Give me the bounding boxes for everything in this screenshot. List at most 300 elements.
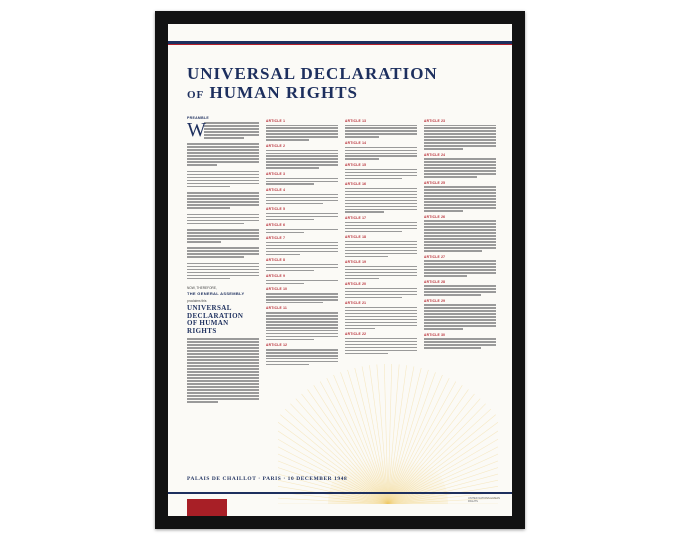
text-line — [266, 158, 338, 160]
text-line — [345, 147, 417, 149]
text-line — [345, 341, 417, 343]
text-line — [266, 361, 338, 363]
text-line — [424, 170, 496, 172]
footer-red-block — [187, 499, 227, 516]
text-line — [187, 229, 259, 231]
text-line — [266, 133, 338, 135]
article-body — [424, 186, 496, 211]
text-line — [266, 216, 338, 218]
text-line — [266, 254, 300, 256]
article-heading: ARTICLE 28 — [424, 279, 446, 284]
preamble-body — [187, 143, 259, 284]
text-line — [345, 130, 417, 132]
text-line — [187, 368, 259, 370]
text-line — [424, 266, 496, 268]
text-line — [266, 352, 338, 354]
text-line — [345, 247, 417, 249]
text-line — [266, 321, 338, 323]
text-line — [266, 280, 338, 282]
text-line — [424, 288, 496, 290]
text-line — [424, 269, 496, 271]
text-line — [345, 307, 417, 309]
article-body — [424, 338, 496, 349]
text-line — [345, 266, 417, 268]
article-body — [266, 264, 338, 272]
text-line — [187, 171, 259, 173]
text-line — [424, 244, 496, 246]
article-heading: ARTICLE 11 — [266, 306, 288, 311]
article-heading: ARTICLE 24 — [424, 152, 446, 157]
text-line — [187, 347, 259, 349]
text-line — [266, 339, 314, 341]
text-line — [266, 327, 338, 329]
text-line — [345, 241, 417, 243]
text-line — [345, 225, 417, 227]
text-line — [345, 153, 417, 155]
text-line — [424, 322, 496, 324]
text-line — [345, 175, 417, 177]
text-line — [424, 145, 496, 147]
text-line — [424, 173, 496, 175]
text-line — [266, 136, 338, 138]
text-line — [424, 161, 496, 163]
text-line — [424, 186, 496, 188]
text-line — [345, 256, 388, 258]
text-line — [187, 350, 259, 352]
text-line — [266, 358, 338, 360]
general-assembly-heading: THE GENERAL ASSEMBLY — [187, 291, 245, 297]
text-line — [424, 226, 496, 228]
article-heading: ARTICLE 5 — [266, 207, 286, 212]
text-line — [345, 231, 402, 233]
column-preamble — [187, 116, 259, 476]
text-line — [266, 251, 338, 253]
text-line — [266, 248, 338, 250]
text-line — [424, 294, 481, 296]
text-line — [424, 310, 496, 312]
text-line — [266, 125, 338, 127]
article-body — [424, 285, 496, 296]
text-line — [187, 338, 259, 340]
text-line — [266, 153, 338, 155]
text-line — [424, 347, 481, 349]
text-line — [187, 256, 244, 258]
text-line — [345, 194, 417, 196]
text-line — [187, 383, 259, 385]
title-line-2 — [187, 83, 447, 105]
text-line — [266, 330, 338, 332]
column-articles-1 — [266, 116, 338, 476]
text-line — [187, 214, 259, 216]
text-line — [345, 253, 417, 255]
text-line — [345, 191, 417, 193]
text-line — [345, 127, 417, 129]
text-line — [187, 395, 259, 397]
text-line — [266, 178, 338, 180]
text-line — [187, 217, 259, 219]
text-line — [266, 197, 338, 199]
text-line — [187, 250, 259, 252]
text-line — [187, 146, 259, 148]
text-line — [187, 152, 259, 154]
text-line — [187, 275, 259, 277]
article-body — [266, 213, 338, 221]
footer-location-date: PALAIS DE CHAILLOT · PARIS · 10 DECEMBER 1948 — [187, 476, 348, 482]
text-line — [266, 355, 338, 357]
text-line — [424, 285, 496, 287]
small-title-line-1: UNIVERSAL — [187, 304, 232, 313]
article-heading: ARTICLE 4 — [266, 188, 286, 193]
text-line — [424, 142, 496, 144]
preamble-paragraph-1 — [187, 119, 259, 141]
article-heading: ARTICLE 30 — [424, 332, 446, 337]
text-line — [266, 299, 338, 301]
text-line — [424, 344, 496, 346]
article-heading: ARTICLE 9 — [266, 274, 286, 279]
column-articles-3 — [424, 116, 496, 476]
small-title — [187, 305, 259, 335]
article-body — [266, 280, 338, 285]
text-line — [424, 130, 496, 132]
text-line — [424, 125, 496, 127]
text-line — [345, 297, 402, 299]
title-human-rights: HUMAN RIGHTS — [209, 83, 359, 102]
text-line — [187, 344, 259, 346]
text-line — [187, 341, 259, 343]
article-body — [266, 150, 338, 170]
article-body — [345, 307, 417, 329]
text-line — [266, 194, 338, 196]
article-body — [266, 125, 338, 142]
preamble-closing-text — [187, 338, 259, 402]
text-line — [345, 244, 417, 246]
text-line — [345, 344, 417, 346]
text-line — [266, 267, 338, 269]
article-heading: ARTICLE 7 — [266, 236, 286, 241]
article-heading: ARTICLE 3 — [266, 172, 286, 177]
text-line — [266, 336, 338, 338]
text-line — [345, 125, 417, 127]
text-line — [345, 178, 402, 180]
text-line — [424, 232, 496, 234]
text-line — [424, 229, 496, 231]
poster — [168, 24, 512, 516]
text-line — [424, 325, 496, 327]
text-line — [345, 347, 417, 349]
text-line — [345, 275, 417, 277]
footer-navy-rule — [168, 492, 512, 494]
text-line — [187, 149, 259, 151]
proclaims-this: proclaims this — [187, 299, 207, 304]
text-line — [424, 341, 496, 343]
text-line — [345, 319, 417, 321]
column-articles-2 — [345, 116, 417, 476]
text-line — [187, 161, 259, 163]
text-line — [424, 304, 496, 306]
text-line — [266, 232, 304, 234]
text-line — [187, 232, 259, 234]
text-line — [345, 172, 417, 174]
article-body — [266, 178, 338, 186]
un-logo-text: UNITED NATIONS HUMAN RIGHTS — [468, 497, 500, 503]
article-body — [424, 158, 496, 178]
text-line — [187, 278, 230, 280]
text-line — [424, 139, 496, 141]
text-line — [424, 250, 482, 252]
text-line — [424, 195, 496, 197]
text-line — [266, 315, 338, 317]
text-line — [187, 177, 259, 179]
text-line — [187, 180, 259, 182]
text-line — [424, 238, 496, 240]
text-line — [266, 219, 314, 221]
text-line — [187, 371, 259, 373]
text-line — [345, 338, 417, 340]
text-line — [187, 392, 259, 394]
text-line — [187, 374, 259, 376]
text-line — [187, 401, 218, 403]
text-line — [187, 359, 259, 361]
article-body — [345, 338, 417, 355]
text-line — [424, 275, 467, 277]
text-line — [345, 250, 417, 252]
text-line — [266, 127, 338, 129]
text-line — [424, 247, 496, 249]
article-heading: ARTICLE 23 — [424, 119, 446, 123]
article-heading: ARTICLE 2 — [266, 144, 286, 149]
text-line — [424, 260, 496, 262]
text-line — [187, 380, 259, 382]
text-line — [187, 266, 259, 268]
text-line — [424, 192, 496, 194]
article-heading: ARTICLE 17 — [345, 216, 367, 221]
text-line — [266, 364, 309, 366]
article-heading: ARTICLE 21 — [345, 301, 367, 306]
text-line — [266, 200, 338, 202]
text-line — [345, 136, 379, 138]
article-body — [266, 242, 338, 256]
article-heading: ARTICLE 25 — [424, 180, 446, 185]
text-line — [187, 356, 259, 358]
article-body — [266, 194, 338, 205]
text-line — [187, 155, 259, 157]
text-line — [345, 353, 388, 355]
article-body — [424, 304, 496, 329]
text-line — [424, 133, 496, 135]
text-line — [187, 253, 259, 255]
text-line — [424, 313, 496, 315]
text-line — [187, 377, 259, 379]
text-line — [266, 167, 319, 169]
text-line — [187, 183, 259, 185]
article-body — [345, 188, 417, 213]
text-line — [424, 220, 496, 222]
text-line — [266, 183, 314, 185]
text-line — [187, 223, 244, 225]
text-line — [424, 235, 496, 237]
text-line — [266, 130, 338, 132]
text-line — [266, 213, 338, 215]
small-title-line-2: DECLARATION — [187, 311, 244, 320]
text-line — [345, 325, 417, 327]
text-line — [345, 310, 417, 312]
proclaims-label: NOW, THEREFORE, — [187, 286, 217, 291]
article-heading: ARTICLE 10 — [266, 287, 288, 292]
text-line — [424, 223, 496, 225]
text-line — [345, 222, 417, 224]
text-line — [187, 220, 259, 222]
article-heading: ARTICLE 8 — [266, 258, 286, 263]
article-heading: ARTICLE 26 — [424, 214, 446, 219]
article-heading: ARTICLE 29 — [424, 298, 446, 303]
text-line — [424, 127, 496, 129]
text-line — [187, 192, 259, 194]
text-line — [266, 181, 338, 183]
article-heading: ARTICLE 16 — [345, 182, 367, 187]
text-line — [424, 201, 496, 203]
article-body — [345, 241, 417, 258]
article-body — [424, 125, 496, 150]
text-line — [266, 312, 338, 314]
text-line — [266, 302, 323, 304]
text-line — [187, 398, 259, 400]
poster-title — [187, 64, 447, 105]
small-title-line-3: OF HUMAN RIGHTS — [187, 319, 229, 335]
text-line — [266, 264, 338, 266]
article-heading: ARTICLE 22 — [345, 332, 367, 337]
text-line — [345, 269, 417, 271]
text-line — [187, 386, 259, 388]
text-line — [345, 209, 417, 211]
top-red-rule — [168, 44, 512, 45]
text-line — [424, 291, 496, 293]
text-line — [266, 293, 338, 295]
article-body — [345, 222, 417, 233]
dropcap: W — [187, 119, 206, 141]
article-body — [424, 260, 496, 277]
text-line — [424, 198, 496, 200]
text-line — [187, 164, 217, 166]
text-line — [345, 328, 375, 330]
text-line — [424, 176, 477, 178]
text-line — [266, 229, 338, 231]
text-line — [424, 136, 496, 138]
text-line — [424, 167, 496, 169]
article-heading: ARTICLE 27 — [424, 254, 446, 259]
text-line — [424, 164, 496, 166]
text-line — [266, 150, 338, 152]
article-body — [345, 125, 417, 139]
text-line — [345, 197, 417, 199]
text-line — [345, 272, 417, 274]
text-line — [345, 350, 417, 352]
text-line — [345, 291, 417, 293]
text-line — [345, 203, 417, 205]
text-line — [424, 316, 496, 318]
text-line — [345, 316, 417, 318]
text-line — [187, 143, 259, 145]
text-line — [345, 188, 417, 190]
text-line — [187, 269, 259, 271]
text-line — [187, 238, 259, 240]
text-line — [345, 322, 417, 324]
article-body — [266, 293, 338, 304]
title-of: OF — [187, 89, 205, 101]
text-line — [266, 333, 338, 335]
article-heading: ARTICLE 1 — [266, 119, 286, 123]
text-line — [187, 241, 221, 243]
text-line — [266, 139, 309, 141]
text-line — [424, 328, 463, 330]
text-line — [187, 198, 259, 200]
text-line — [345, 228, 417, 230]
text-line — [187, 353, 259, 355]
text-line — [424, 189, 496, 191]
article-body — [345, 147, 417, 161]
text-line — [345, 278, 379, 280]
article-heading: ARTICLE 6 — [266, 223, 286, 228]
text-line — [345, 211, 384, 213]
text-line — [345, 313, 417, 315]
text-line — [345, 206, 417, 208]
text-line — [424, 338, 496, 340]
text-line — [187, 204, 259, 206]
text-line — [345, 294, 417, 296]
title-line-1: UNIVERSAL DECLARATION — [187, 64, 438, 83]
text-line — [345, 288, 417, 290]
text-line — [187, 201, 259, 203]
text-line — [187, 174, 259, 176]
text-line — [187, 247, 259, 249]
article-heading: ARTICLE 14 — [345, 141, 367, 146]
article-body — [345, 288, 417, 299]
text-line — [187, 365, 259, 367]
text-line — [266, 203, 323, 205]
text-line — [187, 207, 230, 209]
text-line — [266, 164, 338, 166]
text-line — [345, 133, 417, 135]
article-heading: ARTICLE 13 — [345, 119, 367, 123]
article-body — [266, 312, 338, 340]
text-line — [424, 307, 496, 309]
text-line — [424, 210, 463, 212]
text-line — [266, 318, 338, 320]
article-body — [424, 220, 496, 251]
text-line — [187, 362, 259, 364]
article-body — [266, 229, 338, 234]
text-line — [266, 349, 338, 351]
article-heading: ARTICLE 20 — [345, 282, 367, 287]
text-line — [187, 389, 259, 391]
text-line — [266, 283, 304, 285]
text-line — [424, 241, 496, 243]
text-line — [266, 245, 338, 247]
article-heading: ARTICLE 19 — [345, 260, 367, 265]
text-line — [187, 195, 259, 197]
text-line — [345, 158, 379, 160]
text-line — [345, 169, 417, 171]
text-line — [424, 204, 496, 206]
text-line — [345, 200, 417, 202]
text-line — [187, 158, 259, 160]
article-body — [345, 266, 417, 280]
text-line — [424, 148, 463, 150]
article-heading: ARTICLE 12 — [266, 343, 288, 348]
text-line — [424, 272, 496, 274]
text-line — [187, 263, 259, 265]
article-body — [266, 349, 338, 366]
text-line — [266, 270, 314, 272]
